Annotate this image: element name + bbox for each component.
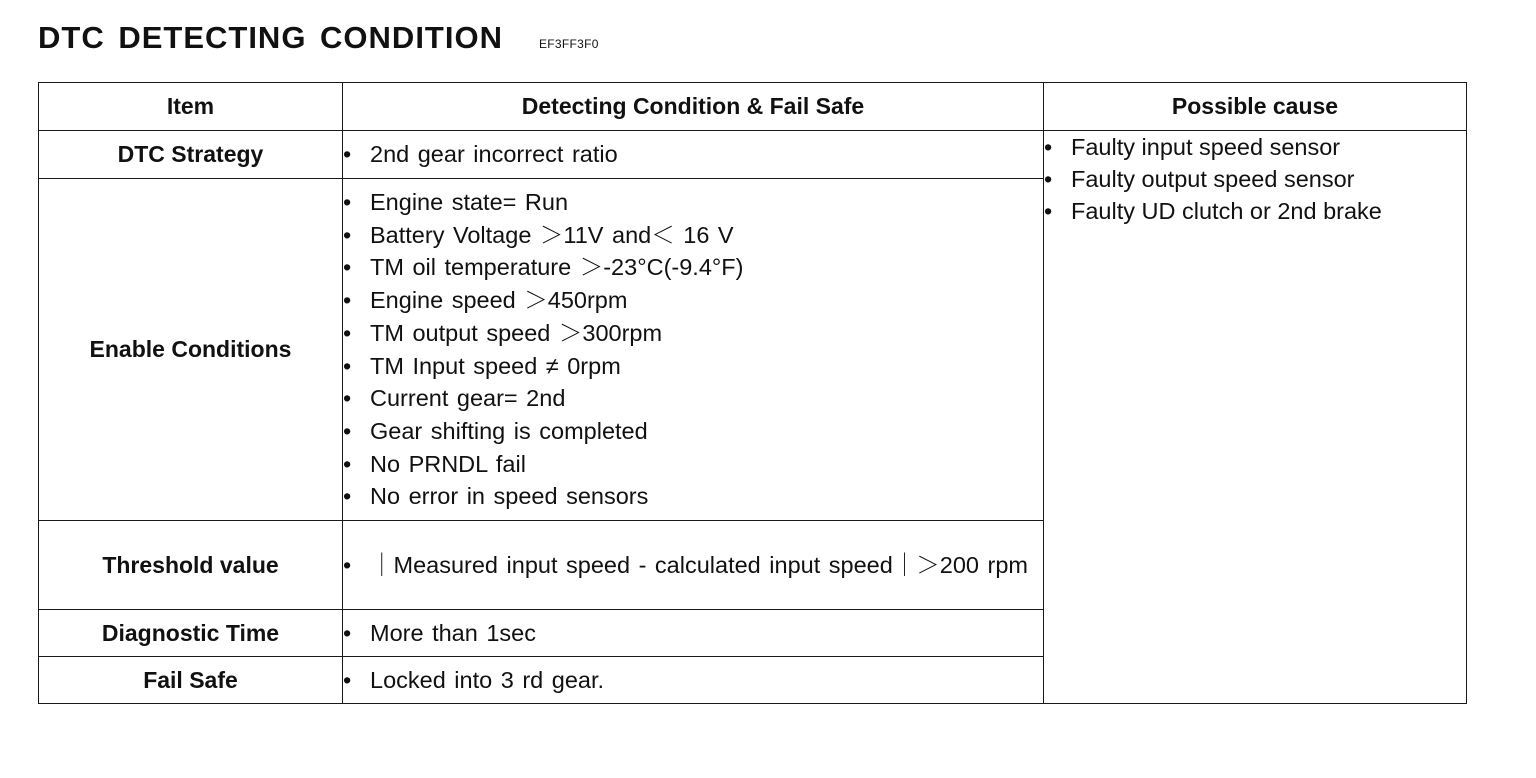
condition-item: • TM Input speed ≠ 0rpm (343, 350, 1043, 383)
condition-list (343, 617, 1043, 650)
conditions-dtc-strategy (343, 131, 1044, 179)
condition-item: • Battery Voltage ＞11V and＜ 16 V (343, 219, 1043, 252)
condition-item: • Current gear= 2nd (343, 382, 1043, 415)
possible-cause-item: • Faulty output speed sensor (1044, 163, 1466, 195)
condition-list (343, 664, 1043, 697)
dtc-condition-table (38, 82, 1467, 704)
condition-item: • 2nd gear incorrect ratio (343, 138, 1043, 171)
condition-item: • TM oil temperature ＞-23°C(-9.4°F) (343, 251, 1043, 284)
conditions-diagnostic-time (343, 610, 1044, 657)
column-header-item: Item (39, 83, 343, 131)
item-fail-safe: Fail Safe (39, 657, 343, 704)
condition-item: • ｜Measured input speed - calculated input speed｜＞200 rpm (343, 549, 1043, 582)
item-dtc-strategy: DTC Strategy (39, 131, 343, 179)
column-header-possible-cause: Possible cause (1044, 83, 1467, 131)
condition-list (343, 138, 1043, 171)
table-header-row (39, 83, 1467, 131)
conditions-threshold (343, 521, 1044, 610)
condition-item: • More than 1sec (343, 617, 1043, 650)
condition-item: • Engine speed ＞450rpm (343, 284, 1043, 317)
item-threshold-value: Threshold value (39, 521, 343, 610)
item-enable-conditions: Enable Conditions (39, 179, 343, 521)
possible-cause-list (1044, 131, 1466, 227)
condition-item: • Locked into 3 rd gear. (343, 664, 1043, 697)
condition-list (343, 549, 1043, 582)
possible-cause-item: • Faulty UD clutch or 2nd brake (1044, 195, 1466, 227)
conditions-fail-safe (343, 657, 1044, 704)
conditions-enable (343, 179, 1044, 521)
condition-item: • No error in speed sensors (343, 480, 1043, 513)
possible-cause-cell (1044, 131, 1467, 704)
condition-item: • Engine state= Run (343, 186, 1043, 219)
condition-item: • No PRNDL fail (343, 448, 1043, 481)
possible-cause-item: • Faulty input speed sensor (1044, 131, 1466, 163)
item-diagnostic-time: Diagnostic Time (39, 610, 343, 657)
table-row-dtc-strategy (39, 131, 1467, 179)
condition-item: • Gear shifting is completed (343, 415, 1043, 448)
column-header-detecting-condition: Detecting Condition & Fail Safe (343, 83, 1044, 131)
condition-item: • TM output speed ＞300rpm (343, 317, 1043, 350)
page-header (38, 20, 599, 56)
document-code: EF3FF3F0 (539, 37, 599, 51)
condition-list (343, 186, 1043, 513)
page-title: DTC DETECTING CONDITION (38, 20, 503, 55)
